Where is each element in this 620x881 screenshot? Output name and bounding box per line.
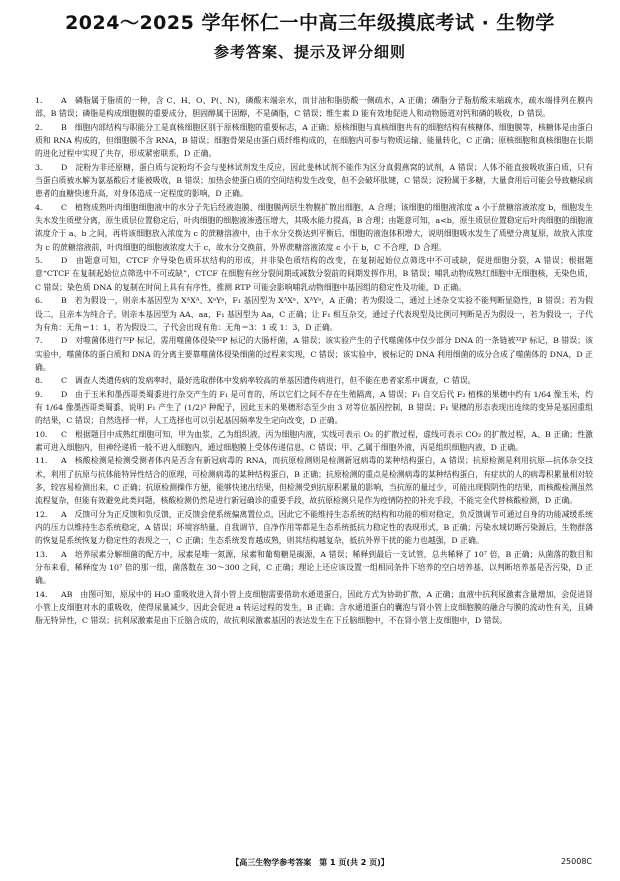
answer-number: 12． (35, 509, 53, 519)
answer-item (35, 548, 593, 588)
answer-number: 9． (35, 389, 48, 399)
answer-text: C 调查人类遗传病的发病率时，最好选取群体中发病率较高的单基因遗传病进行，但不能在患者家系中调查，C 错误。 (61, 376, 476, 386)
answer-item (35, 121, 593, 161)
answer-list (35, 94, 593, 628)
answer-item (35, 94, 593, 121)
answer-text: A 培养尿素分解细菌的配方中，尿素是唯一氮源，尿素和葡萄糖是碳源，A 错误；稀释到最后一支试管，总共稀释了 10⁷ 倍，B 正确；从菌落的数目和分布来看，稀释度为 10⁷ 倍的那一组，菌落数在 30～300 之间，C 正确；理论上还应该设置一组相同条件下培养的空白培养基，以判断培养基是否污染，D 正确。 (35, 549, 593, 586)
answer-number: 7． (35, 336, 48, 346)
answer-number: 3． (35, 162, 48, 172)
answer-text: A 核酸检测是检测受测者体内是否含有新冠病毒的 RNA，而抗原检测则是检测新冠病毒的某种结构蛋白，A 错误；抗原检测是利用抗原—抗体杂交技术，利用了抗原与抗体能特异性结合的原理，可检测病毒的某种结构蛋白，B 正确；抗原检测的重点是检测病毒的某种结构蛋白，有症状的人的病毒积累量相对较多，较容易检测出来，C 正确；抗原检测操作方便，能够快速出结果，但检测受到抗原积累量的影响，当抗原的量过少，可能出现假阴性的结果，而核酸检测虽然流程复杂，但能有效避免此类问题，核酸检测仍然是进行新冠确诊的重要手段，故抗原检测只是作为疫情防控的补充手段，不能完全代替核酸检测，D 正确。 (35, 456, 593, 506)
answer-text: B 若为假设一，则亲本基因型为 XᴬXᴬ、XᵃYᵃ，F₁ 基因型为 XᴬXᵃ、XᴬYᵃ，A 正确；若为假设二，通过上述杂交实验不能判断显隐性，B 错误；若为假设二，且亲本为纯合子，则亲本基因型为 AA、aa，F₁ 基因型为 Aa，C 正确；让 F₁ 相互杂交，通过子代表现型及比例可判断是否为假设一，若为假设一，子代为有角：无角＝1：1，若为假设二，子代会出现有角：无角＝3：1 或 1：3，D 正确。 (35, 296, 593, 332)
answer-number: 6． (35, 296, 48, 306)
answer-text: A 磷脂属于脂质的一种，含 C、H、O、P(、N)，磷酸末端亲水，而甘油和脂肪酸一侧疏水，A 正确；磷脂分子脂肪酸末端疏水，疏水端排列在膜内部，B 错误；磷脂是构成细胞膜的重要成分，胆固醇属于固醇，不是磷脂，C 错误；维生素 D 能有效地促进人和动物肠道对钙和磷的吸收，D 错误。 (35, 96, 593, 119)
answer-number: 11． (35, 456, 53, 466)
answer-number: 4． (35, 202, 48, 212)
answer-item (35, 161, 593, 201)
answer-item (35, 334, 593, 374)
answer-item (35, 294, 593, 334)
answer-item (35, 254, 593, 294)
answer-number: 2． (35, 122, 48, 132)
answer-item (35, 201, 593, 254)
answer-number: 1． (35, 96, 48, 105)
answer-item (35, 588, 593, 628)
answer-text: D 对噬菌体进行³²P 标记，需用噬菌体侵染³²P 标记的大肠杆菌，A 错误；该实验产生的子代噬菌体中仅少部分 DNA 的一条链被³²P 标记，B 错误；该实验中，噬菌体的蛋白质和 DNA 的分离主要靠噬菌体侵染细菌的过程来实现，C 错误；该实验中，被标记的 DNA 利用细菌的成分合成了噬菌体的 DNA，D 正确。 (35, 336, 593, 372)
answer-text: C 植物成熟叶肉细胞细胞液中的水分子先后经液泡膜、细胞膜两层生物膜扩散出细胞，A 合理；该细胞的细胞液浓度 a 小于蔗糖溶液浓度 b，细胞发生失水发生质壁分离，原生质层位置稳定后，叶肉细胞的细胞液渗透压增大，其吸水能力提高，B 合理；由题意可知，a<b，原生质层位置稳定后叶肉细胞的细胞液浓度介于 a、b 之间，再将该细胞放入浓度为 c 的蔗糖溶液中，由于水分交换达到平衡后，细胞的液泡体积增大，说明细胞吸水发生了质壁分离复原，故放入浓度为 c 的蔗糖溶液前，叶肉细胞的细胞液浓度大于 c，故水分交换前，外界蔗糖溶液浓度 c 小于 b，C 不合理，D 合理。 (35, 202, 593, 252)
answer-text: D 由于玉米和墨西哥类蜀黍进行杂交产生的 F₁ 是可育的，所以它们之间不存在生殖隔离，A 错误；F₁ 自交后代 F₂ 植株的果穗中约有 1/64 像玉米，约有 1/64 像墨西哥类蜀黍，说明 F₁ 产生了 (1/2)³ 种配子，因此玉米的果穗形态至少由 3 对等位基因控制，B 错误；F₁ 果穗的形态表现出连续的变异是基因重组的结果，C 错误；自然选择一样，人工选择也可以引起基因频率发生定向改变，D 正确。 (35, 389, 593, 426)
answer-text: B 细胞内部结构与职能分工是真核细胞区别于原核细胞的重要标志，A 正确；原核细胞与真核细胞共有的细胞结构有核糖体、细胞膜等，核糖体是由蛋白质和 RNA 构成的，但细胞膜不含 RNA，B 错误；细胞骨架是由蛋白质纤维构成的，在细胞内可参与物质运输、能量转化，C 正确；原核细胞和真核细胞在长期的进化过程中实现了共存，形成紧密联系，D 正确。 (35, 122, 593, 159)
footer-code: 25008C (560, 857, 592, 866)
answer-item (35, 374, 593, 387)
answer-item (35, 508, 593, 548)
answer-item (35, 388, 593, 428)
answer-text: D 淀粉为非还原糖，蛋白质与淀粉均不会与斐林试剂发生反应，因此斐林试剂不能作为区分真假燕窝的试剂，A 错误；人体不能直接吸收蛋白质，只有当蛋白质被水解为氨基酸后才能被吸收，B 错误；加热会使蛋白质的空间结构发生改变，但不会破坏肽键，C 错误；淀粉属于多糖，大量食用后可能会导致糖尿病患者的血糖快速升高，对身体造成一定程度的影响，D 正确。 (35, 162, 593, 199)
answer-item (35, 454, 593, 507)
page-subtitle: 参考答案、提示及评分细则 (213, 43, 406, 61)
answer-number: 5． (35, 256, 48, 266)
answer-number: 13． (35, 549, 53, 559)
footer-page-info: 【高三生物学参考答案 第 1 页(共 2 页)】 (231, 858, 389, 867)
answer-number: 10． (35, 429, 53, 439)
answer-text: AB 由图可知，原尿中的 H₂O 重吸收进入肾小管上皮细胞需要借助水通道蛋白，因此方式为协助扩散，A 正确；血液中抗利尿激素含量增加，会促进肾小管上皮细胞对水的重吸收，使得尿量减少，因此会促进 a 转运过程的发生，B 正确；含水通道蛋白的囊泡与肾小管上皮细胞膜的融合与膜的流动性有关，且磷脂无特异性，C 错误；抗利尿激素是由下丘脑合成的，故抗利尿激素基因的表达发生在下丘脑细胞中，不在肾小管上皮细胞中，D 错误。 (35, 589, 593, 626)
answer-number: 14． (35, 589, 53, 599)
answer-text: A 反馈可分为正反馈和负反馈，正反馈会使系统偏离置位点，因此它不能维持生态系统的结构和功能的相对稳定，负反馈调节可通过自身的功能减缓系统内的压力以维持生态系统稳定，A 错误；环境容纳量、自我调节、自净作用等都是生态系统抵抗力稳定性的表现形式，B 正确；污染水域切断污染源后，生物群落的恢复是系统恢复力稳定性的表现之一，C 正确；生态系统发育越成熟，则其结构越复杂，抵抗外界干扰的能力也越强，D 正确。 (35, 509, 593, 546)
answer-item (35, 428, 593, 455)
page-title: 2024～2025 学年怀仁一中高三年级摸底考试 · 生物学 (65, 12, 555, 34)
answer-number: 8． (35, 376, 48, 386)
answer-text: D 由题意可知，CTCF 介导染色质环状结构的形成，并非染色质结构的改变，在复制起始位点筛选中不可或缺，促进细胞分裂，A 错误；根据题意“CTCF 在复制起始位点筛选中不可或缺”，CTCF 在细胞有丝分裂间期或减数分裂前的间期发挥作用，B 错误；哺乳动物成熟红细胞中无细胞核，无染色质，C 错误；染色质 DNA 的复制在时间上具有有序性，推测 RTP 可能会影响哺乳动物细胞中基因组的稳定性及功能，D 正确。 (35, 256, 593, 292)
answer-text: C 根据题目中成熟红细胞可知，甲为血浆，乙为组织液，丙为细胞内液，实线可表示 O₂ 的扩散过程，虚线可表示 CO₂ 的扩散过程，A、B 正确；性激素可进入细胞内，但神经递质一般不进入细胞内，通过细胞膜上受体传递信息，C 错误；甲、乙属于细胞外液，丙是组织细胞内液，D 正确。 (35, 429, 593, 452)
